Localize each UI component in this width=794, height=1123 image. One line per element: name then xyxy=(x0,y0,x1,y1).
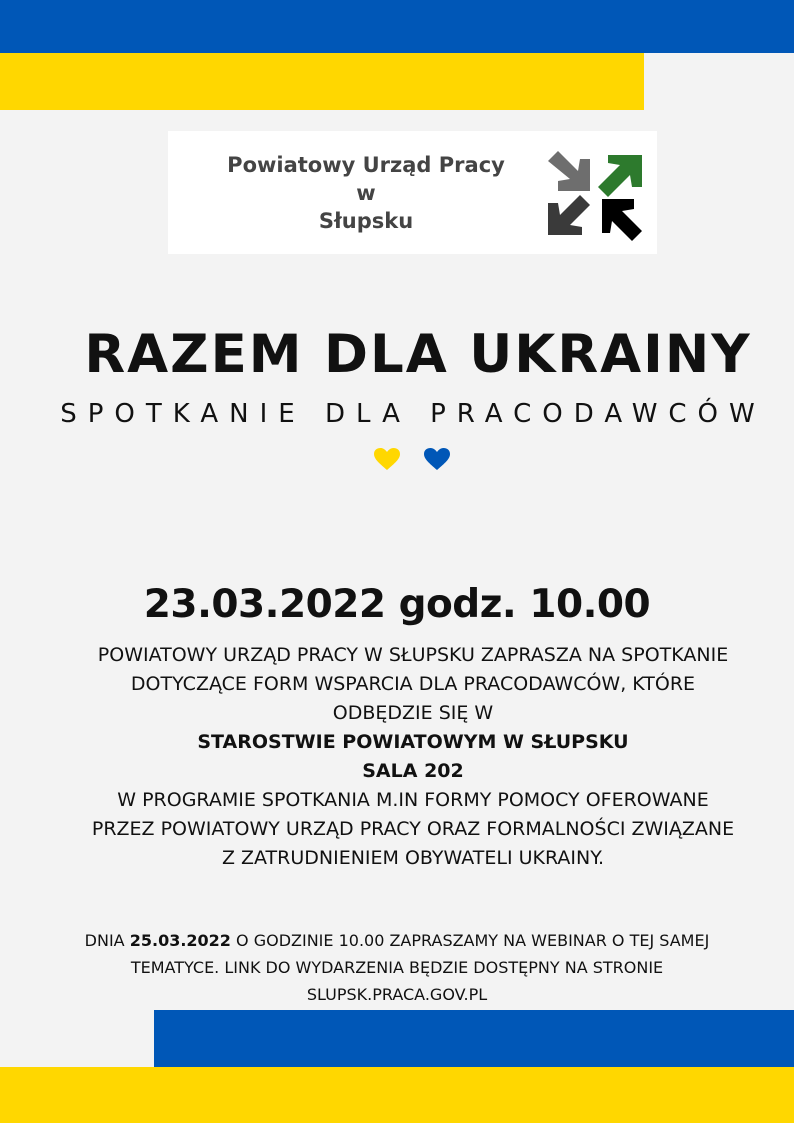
arrow-green-icon xyxy=(598,155,642,197)
top-yellow-band xyxy=(0,53,644,110)
room: SALA 202 xyxy=(362,760,464,782)
invitation-line-1: POWIATOWY URZĄD PRACY W SŁUPSKU ZAPRASZA NA SPOTKANIE xyxy=(97,644,729,666)
page-title: RAZEM DLA UKRAINY xyxy=(84,324,752,385)
program-line-2: PRZEZ POWIATOWY URZĄD PRACY ORAZ FORMALNOŚCI ZWIĄZANE xyxy=(91,818,735,840)
bottom-blue-band xyxy=(154,1010,794,1067)
webinar-prefix: DNIA xyxy=(84,931,130,950)
invitation-text xyxy=(30,641,794,873)
four-arrows-logo-icon xyxy=(540,147,650,243)
webinar-line-1 xyxy=(0,927,794,954)
program-line-3: Z ZATRUDNIENIEM OBYWATELI UKRAINY. xyxy=(221,847,605,869)
logo-line-1: Powiatowy Urząd Pracy xyxy=(227,153,505,177)
webinar-line-1-rest: O GODZINIE 10.00 ZAPRASZAMY NA WEBINAR O TEJ SAMEJ xyxy=(230,931,710,950)
subtitle: SPOTKANIE DLA PRACODAWCÓW xyxy=(60,399,766,429)
bottom-yellow-band xyxy=(0,1067,794,1123)
blue-heart-icon xyxy=(423,447,451,471)
arrow-gray-icon xyxy=(548,151,590,191)
logo-line-3: Słupsku xyxy=(318,209,414,233)
webinar-link: SLUPSK.PRACA.GOV.PL xyxy=(306,985,488,1004)
yellow-heart-icon xyxy=(373,447,401,471)
arrow-dark-icon xyxy=(548,195,590,235)
webinar-notice xyxy=(0,927,794,1008)
arrow-black-icon xyxy=(602,199,642,241)
webinar-date: 25.03.2022 xyxy=(129,931,231,950)
venue: STAROSTWIE POWIATOWYM W SŁUPSKU xyxy=(197,731,629,753)
invitation-line-3: ODBĘDZIE SIĘ W xyxy=(332,702,494,724)
logo xyxy=(168,131,657,254)
logo-line-2: w xyxy=(356,181,376,205)
top-blue-band xyxy=(0,0,794,53)
invitation-line-2: DOTYCZĄCE FORM WSPARCIA DLA PRACODAWCÓW, KTÓRE xyxy=(130,673,696,695)
program-line-1: W PROGRAMIE SPOTKANIA M.IN FORMY POMOCY OFEROWANE xyxy=(117,789,709,811)
webinar-line-2: TEMATYCE. LINK DO WYDARZENIA BĘDZIE DOSTĘPNY NA STRONIE xyxy=(130,958,664,977)
event-date: 23.03.2022 godz. 10.00 xyxy=(143,582,651,627)
logo-text xyxy=(188,151,544,235)
